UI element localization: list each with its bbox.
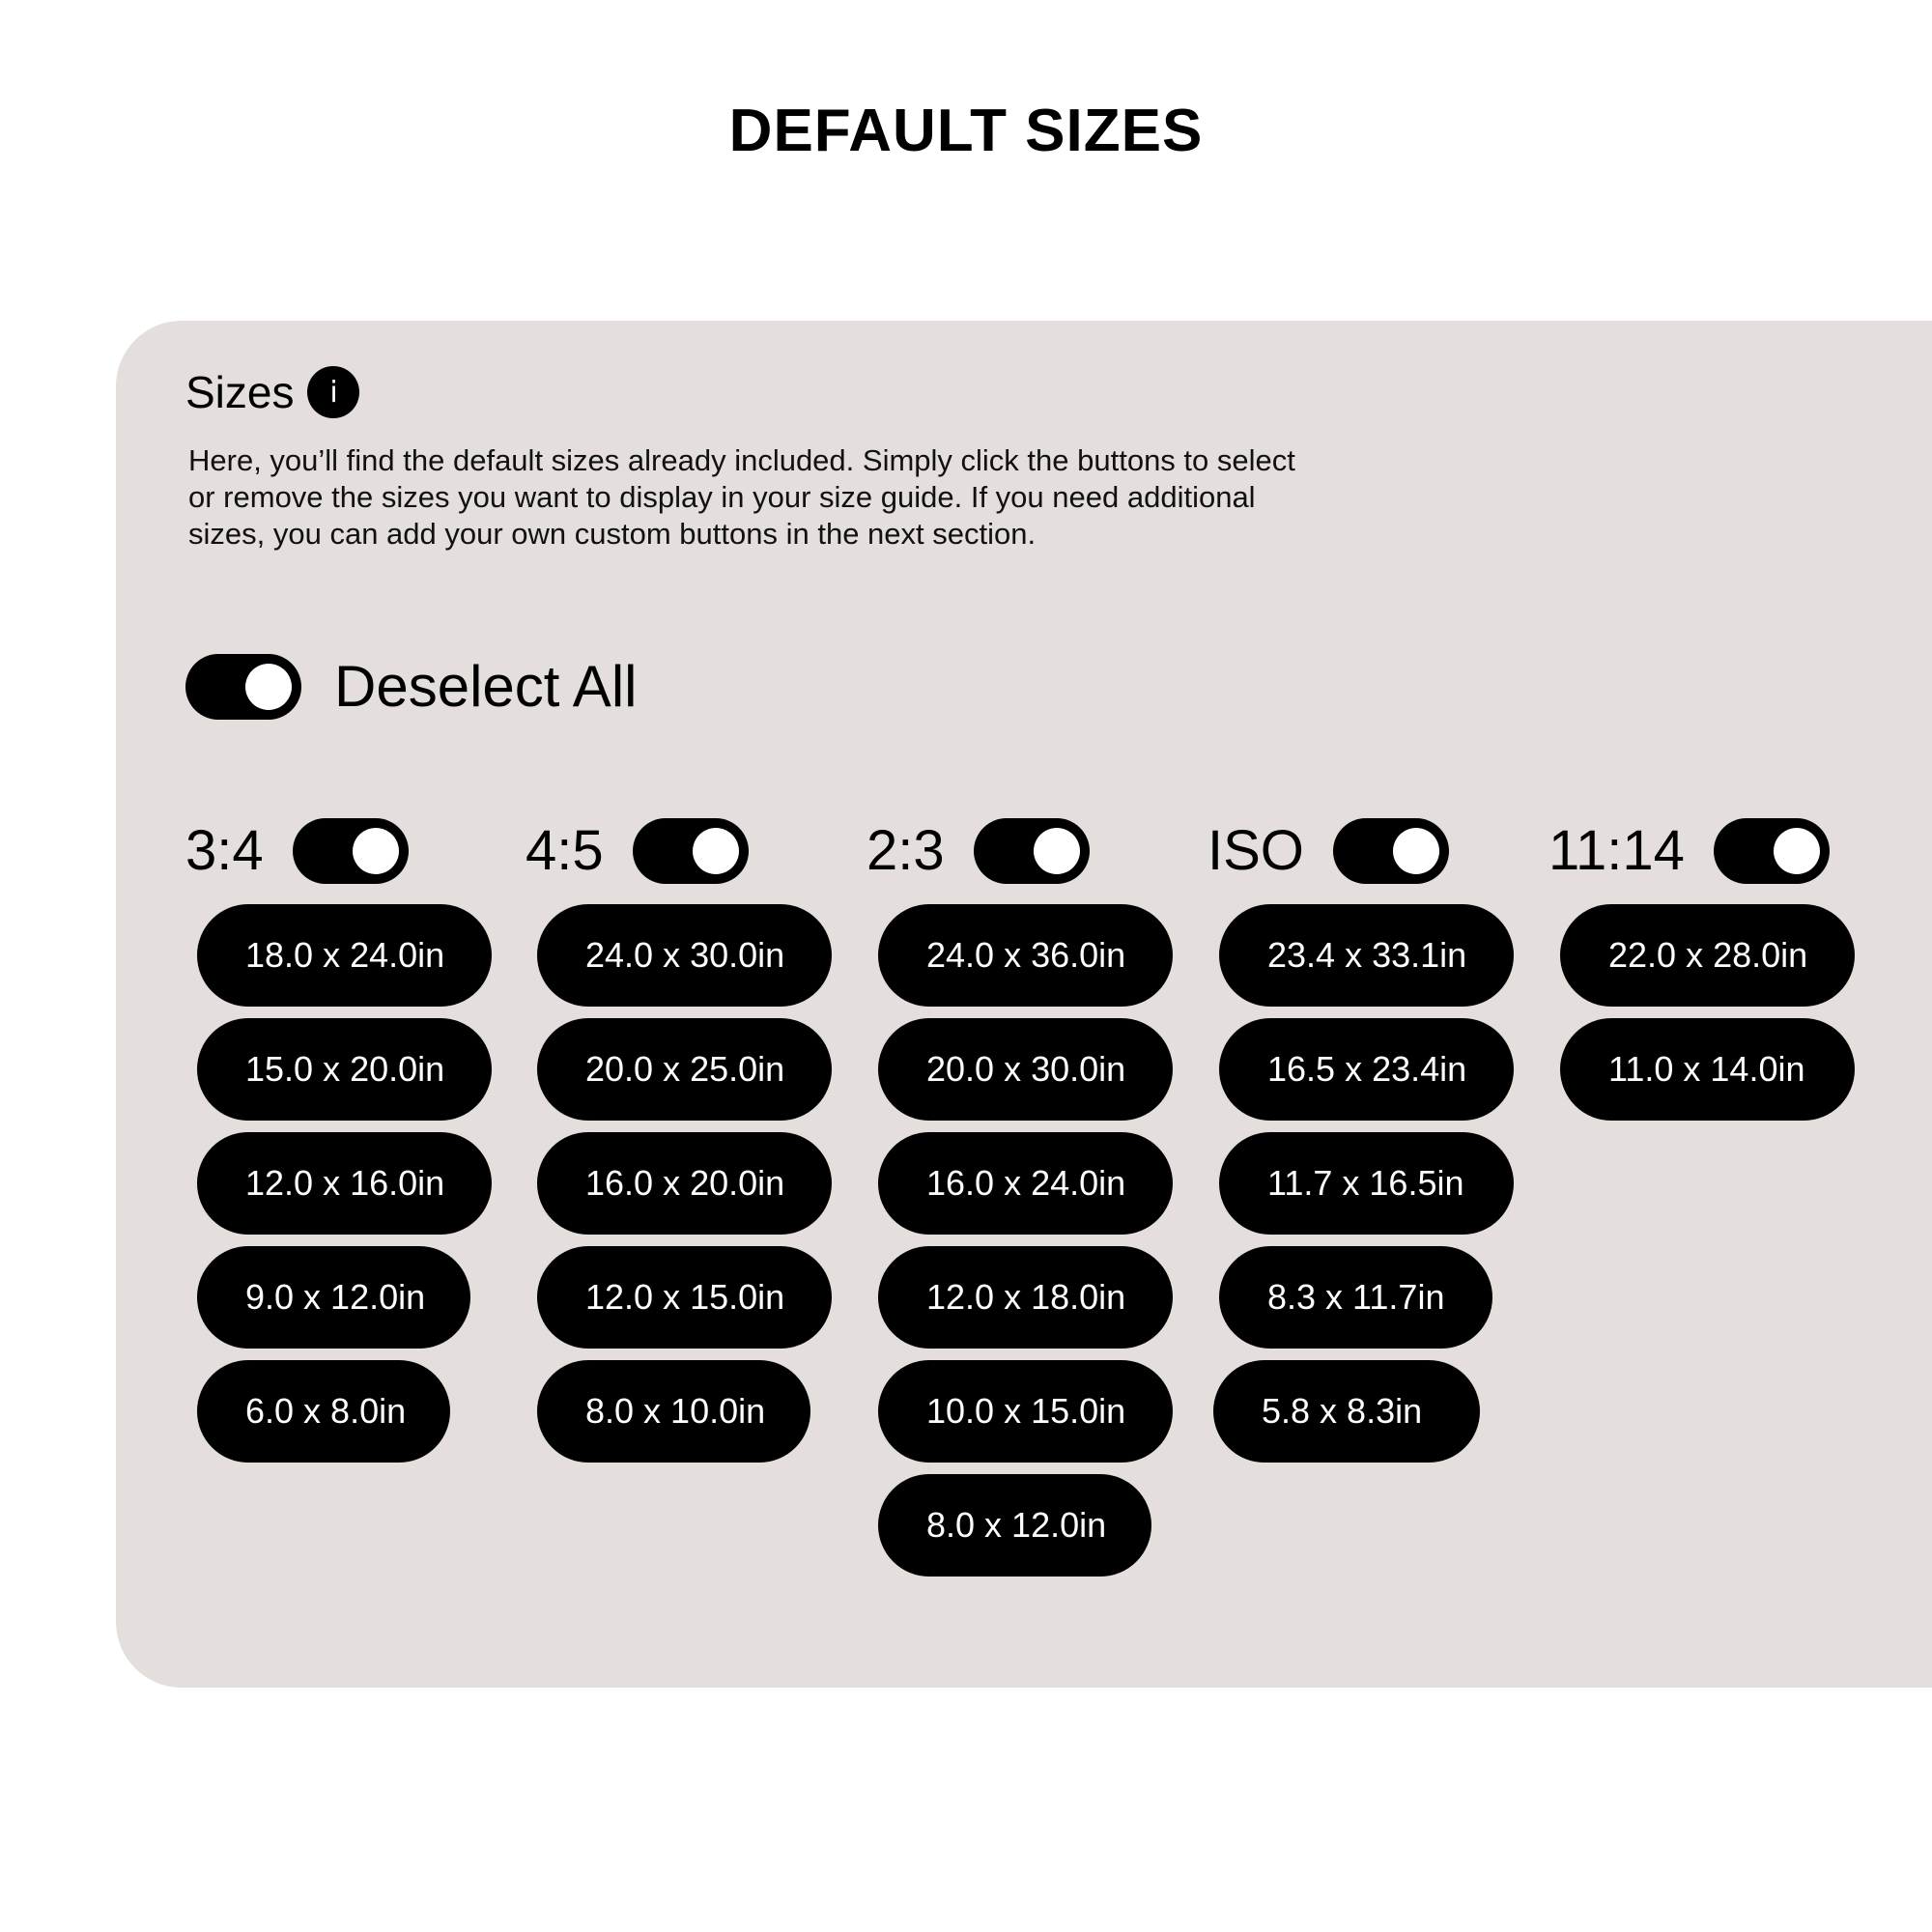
group-ratio-label: 4:5 bbox=[526, 819, 604, 882]
size-chip[interactable]: 8.3 x 11.7in bbox=[1219, 1246, 1492, 1349]
size-chip[interactable]: 6.0 x 8.0in bbox=[197, 1360, 450, 1463]
sizes-heading-label: Sizes bbox=[185, 367, 295, 417]
group-header bbox=[1208, 817, 1536, 885]
size-chip[interactable]: 5.8 x 8.3in bbox=[1213, 1360, 1480, 1463]
group-header bbox=[185, 817, 514, 885]
info-icon[interactable]: i bbox=[307, 366, 359, 418]
size-chip[interactable]: 20.0 x 25.0in bbox=[537, 1018, 832, 1121]
size-chip[interactable]: 8.0 x 12.0in bbox=[878, 1474, 1151, 1577]
size-chip[interactable]: 16.5 x 23.4in bbox=[1219, 1018, 1514, 1121]
group-toggle-iso[interactable] bbox=[1333, 818, 1449, 884]
group-ratio-label: 2:3 bbox=[867, 819, 945, 882]
size-group-4-5 bbox=[526, 817, 854, 1474]
size-chip[interactable]: 22.0 x 28.0in bbox=[1560, 904, 1855, 1007]
group-toggle-4-5[interactable] bbox=[633, 818, 749, 884]
group-header bbox=[867, 817, 1195, 885]
size-group-3-4 bbox=[185, 817, 514, 1474]
size-chip[interactable]: 23.4 x 33.1in bbox=[1219, 904, 1514, 1007]
deselect-all-toggle[interactable] bbox=[185, 654, 301, 720]
sizes-description: Here, you’ll find the default sizes already included. Simply click the buttons to select or remove the sizes you want to display in your size guide. If you need additional sizes, you can add your own custom buttons in the next section. bbox=[188, 443, 1295, 551]
group-toggle-2-3[interactable] bbox=[974, 818, 1090, 884]
page-title: DEFAULT SIZES bbox=[728, 98, 1204, 164]
deselect-all-label: Deselect All bbox=[334, 654, 638, 719]
deselect-all-row bbox=[185, 653, 637, 721]
group-header bbox=[526, 817, 854, 885]
size-chip[interactable]: 11.0 x 14.0in bbox=[1560, 1018, 1855, 1121]
size-group-2-3 bbox=[867, 817, 1195, 1588]
size-group-11-14 bbox=[1548, 817, 1877, 1132]
toggle-knob bbox=[1393, 828, 1439, 874]
group-ratio-label: 11:14 bbox=[1548, 819, 1685, 882]
group-ratio-label: 3:4 bbox=[185, 819, 264, 882]
size-chip[interactable]: 12.0 x 15.0in bbox=[537, 1246, 832, 1349]
toggle-knob bbox=[245, 664, 292, 710]
size-chip[interactable]: 16.0 x 24.0in bbox=[878, 1132, 1173, 1235]
sizes-heading bbox=[185, 365, 359, 419]
size-chip[interactable]: 15.0 x 20.0in bbox=[197, 1018, 492, 1121]
group-header bbox=[1548, 817, 1877, 885]
group-toggle-3-4[interactable] bbox=[293, 818, 409, 884]
toggle-knob bbox=[353, 828, 399, 874]
size-group-iso bbox=[1208, 817, 1536, 1474]
size-chip[interactable]: 9.0 x 12.0in bbox=[197, 1246, 470, 1349]
size-chip[interactable]: 18.0 x 24.0in bbox=[197, 904, 492, 1007]
size-chip[interactable]: 16.0 x 20.0in bbox=[537, 1132, 832, 1235]
toggle-knob bbox=[1774, 828, 1820, 874]
toggle-knob bbox=[693, 828, 739, 874]
size-chip[interactable]: 24.0 x 36.0in bbox=[878, 904, 1173, 1007]
group-ratio-label: ISO bbox=[1208, 819, 1304, 882]
group-toggle-11-14[interactable] bbox=[1714, 818, 1830, 884]
size-chip[interactable]: 12.0 x 16.0in bbox=[197, 1132, 492, 1235]
size-chip[interactable]: 20.0 x 30.0in bbox=[878, 1018, 1173, 1121]
toggle-knob bbox=[1034, 828, 1080, 874]
size-chip[interactable]: 12.0 x 18.0in bbox=[878, 1246, 1173, 1349]
size-chip[interactable]: 10.0 x 15.0in bbox=[878, 1360, 1173, 1463]
size-chip[interactable]: 8.0 x 10.0in bbox=[537, 1360, 810, 1463]
size-chip[interactable]: 11.7 x 16.5in bbox=[1219, 1132, 1514, 1235]
size-chip[interactable]: 24.0 x 30.0in bbox=[537, 904, 832, 1007]
